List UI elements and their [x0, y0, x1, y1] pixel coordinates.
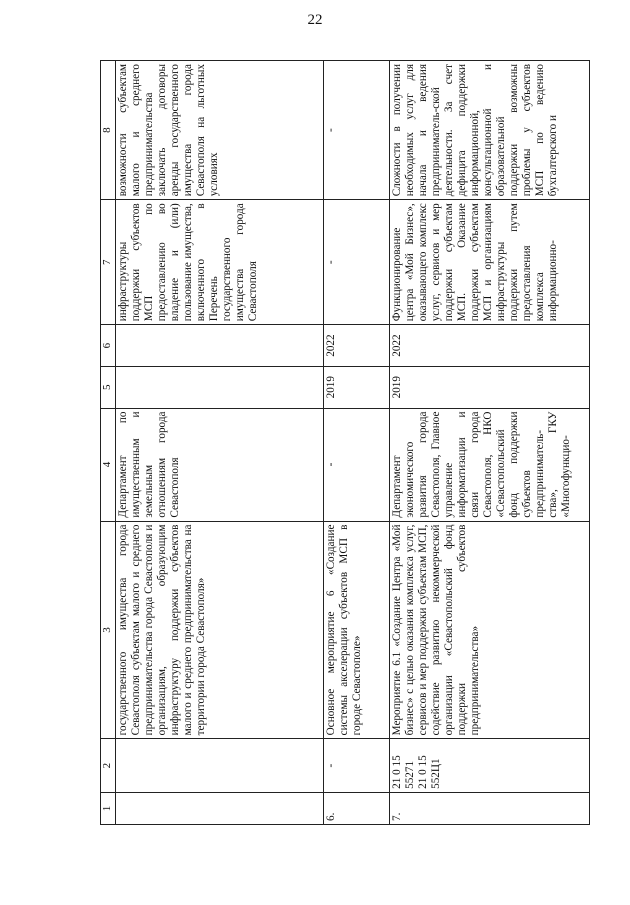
header-cell-7: 7 [101, 200, 116, 325]
header-cell-8: 8 [101, 61, 116, 200]
consequences-cell: - [324, 61, 390, 200]
row-number-cell: 7. [390, 792, 590, 824]
budget-code-cell: - [324, 739, 390, 793]
table-row-continuation [116, 61, 324, 825]
end-year-cell [116, 325, 324, 367]
start-year-cell: 2019 [324, 366, 390, 408]
header-cell-4: 4 [101, 408, 116, 521]
measure-name-cell: государственного имущества города Севастополя субъектам малого и среднего предпринимательства города Севастополя и организациям, образующим инфраструктуру поддержки субъектов малого и среднего предпринимательства на территории города Севастополя» [116, 521, 324, 739]
page-number: 22 [307, 12, 323, 28]
executor-cell: - [324, 408, 390, 521]
rotated-table-frame [100, 60, 590, 825]
row-number-cell: 6. [324, 792, 390, 824]
header-cell-5: 5 [101, 366, 116, 408]
start-year-cell [116, 366, 324, 408]
row-number-cell [116, 792, 324, 824]
consequences-cell: Сложности в получении необходимых услуг для начала и ведения предприниматель-ской деятельности. За счет дефицита поддержки информационной, консультационной и образовательной поддержки возможны проблемы у субъектов МСП по ведению бухгалтерского и [390, 61, 590, 200]
start-year-cell: 2019 [390, 366, 590, 408]
consequences-cell: возможности субъектам малого и среднего предпринимательства заключать договоры аренды государственного имущества города Севастополя на льготных условиях [116, 61, 324, 200]
expected-result-cell: - [324, 200, 390, 325]
header-cell-3: 3 [101, 521, 116, 739]
end-year-cell: 2022 [390, 325, 590, 367]
header-cell-6: 6 [101, 325, 116, 367]
program-measures-table [100, 60, 590, 825]
expected-result-cell: инфраструктуры поддержки субъектов МСП по предоставлению во владение и (или) пользование имущества, включенного в Перечень государственного имущества города Севастополя [116, 200, 324, 325]
expected-result-cell: Функционирование центра «Мой Бизнес», оказывающего комплекс услуг, сервисов и мер поддержки субъектам МСП. Оказание поддержки субъектам МСП и организациям инфраструктуры поддержки путем предоставления комплекса информационно- [390, 200, 590, 325]
header-row [101, 61, 116, 825]
measure-name-cell: Мероприятие 6.1 «Создание Центра «Мой бизнес» с целью оказания комплекса услуг, сервисов и мер поддержки субъектам МСП, содействие развитию некоммерческой организации «Севастопольский фонд поддержки субъектов предпринимательства» [390, 521, 590, 739]
end-year-cell: 2022 [324, 325, 390, 367]
budget-code-cell [116, 739, 324, 793]
header-cell-2: 2 [101, 739, 116, 793]
header-cell-1: 1 [101, 792, 116, 824]
measure-name-cell: Основное мероприятие 6 «Создание системы акселерации субъектов МСП в городе Севастополе» [324, 521, 390, 739]
table-row-6 [324, 61, 390, 825]
executor-cell: Департамент экономического развития города Севастополя, Главное управление информатизации и связи города Севастополя, НКО «Севастопольский фонд поддержки субъектов предприниматель-ства», ГКУ «Многофункцио- [390, 408, 590, 521]
table-row-7 [390, 61, 590, 825]
executor-cell: Департамент по имущественным и земельным отношениям города Севастополя [116, 408, 324, 521]
budget-code-cell: 21 0 15 55271 21 0 15 552Ц1 [390, 739, 590, 793]
